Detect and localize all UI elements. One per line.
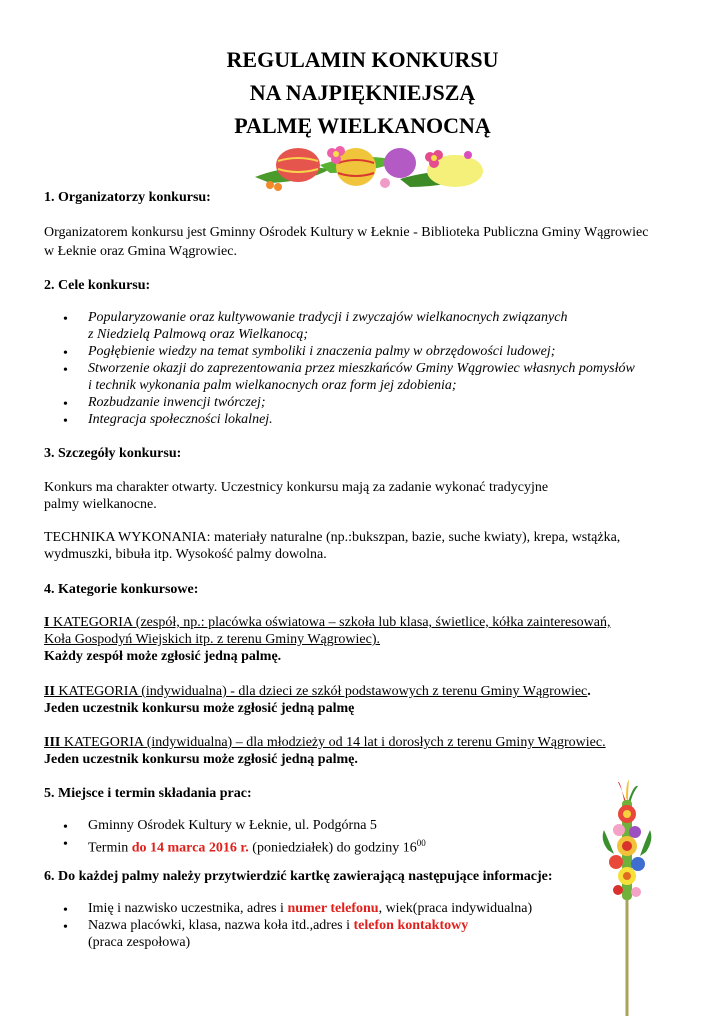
section-3-heading: 3. Szczegóły konkursu: — [44, 446, 182, 461]
goal-2: Pogłębienie wiedzy na temat symboliki i znaczenia palmy w obrzędowości ludowej; — [88, 344, 556, 359]
section-6-heading: 6. Do każdej palmy należy przytwierdzić kartkę zawierającą następujące informacje: — [44, 869, 553, 884]
section-3-text-line-1: Konkurs ma charakter otwarty. Uczestnicy konkursu mają za zadanie wykonać tradycyjne — [44, 480, 549, 495]
bullet-marker: • — [63, 920, 68, 935]
easter-eggs-flowers-illustration — [250, 143, 490, 195]
category-1-line-2: Koła Gospodyń Wiejskich itp. z terenu Gminy Wągrowiec). — [44, 632, 381, 647]
card-info-individual: Imię i nazwisko uczestnika, adres i numer telefonu, wiek(praca indywidualna) — [88, 901, 533, 916]
section-3-technique-line-2: wydmuszki, bibuła itp. Wysokość palmy dowolna. — [44, 547, 327, 562]
section-2-heading: 2. Cele konkursu: — [44, 278, 151, 293]
section-3-text-line-2: palmy wielkanocne. — [44, 497, 157, 512]
card-info-team-line-2: (praca zespołowa) — [88, 935, 191, 950]
goal-3-line-1: Stworzenie okazji do zaprezentowania przez mieszkańców Gminy Wągrowiec własnych pomysłów — [88, 361, 635, 376]
section-1-text-line-2: w Łeknie oraz Gmina Wągrowiec. — [44, 244, 237, 259]
section-1-text-line-1: Organizatorem konkursu jest Gminny Ośrodek Kultury w Łeknie - Biblioteka Publiczna Gminy Wągrowiec — [44, 225, 649, 240]
submission-place: Gminny Ośrodek Kultury w Łeknie, ul. Podgórna 5 — [88, 818, 377, 833]
doc-title-line-3: PALMĘ WIELKANOCNĄ — [234, 113, 491, 138]
bullet-marker: • — [63, 414, 68, 429]
goal-3-line-2: i technik wykonania palm wielkanocnych oraz form jej zdobienia; — [88, 378, 457, 393]
bullet-marker: • — [63, 903, 68, 918]
doc-title-line-2: NA NAJPIĘKNIEJSZĄ — [249, 80, 476, 105]
bullet-marker: • — [63, 837, 68, 852]
submission-deadline: Termin do 14 marca 2016 r. (poniedziałek) do godziny $16^{00}$ — [88, 838, 426, 856]
bullet-marker: • — [63, 312, 68, 327]
section-5-heading: 5. Miejsce i termin składania prac: — [44, 786, 252, 801]
bullet-marker: • — [63, 363, 68, 378]
easter-palm-illustration — [596, 780, 656, 1016]
category-1-line-1: I KATEGORIA (zespół, np.: placówka oświatowa – szkoła lub klasa, świetlice, kółka zainteresowań, — [44, 615, 611, 630]
bullet-marker: • — [63, 820, 68, 835]
section-3-technique-line-1: TECHNIKA WYKONANIA: materiały naturalne (np.:bukszpan, bazie, suche kwiaty), krepa, wstążka, — [44, 530, 621, 545]
doc-title-line-1: REGULAMIN KONKURSU — [226, 47, 499, 72]
section-1-heading: 1. Organizatorzy konkursu: — [44, 190, 211, 205]
goal-4: Rozbudzanie inwencji twórczej; — [88, 395, 266, 410]
category-1-rule: Każdy zespół może zgłosić jedną palmę. — [44, 649, 282, 664]
goal-1-line-2: z Niedzielą Palmową oraz Wielkanocą; — [88, 327, 309, 342]
category-2-rule: Jeden uczestnik konkursu może zgłosić jedną palmę — [44, 701, 355, 716]
category-2-line-1: II KATEGORIA (indywidualna) - dla dzieci ze szkół podstawowych z terenu Gminy Wągrowiec. — [44, 684, 591, 699]
category-3-line-1: III KATEGORIA (indywidualna) – dla młodzieży od 14 lat i dorosłych z terenu Gminy Wągrowiec. — [44, 735, 606, 750]
bullet-marker: • — [63, 397, 68, 412]
goal-5: Integracja społeczności lokalnej. — [88, 412, 273, 427]
section-4-heading: 4. Kategorie konkursowe: — [44, 582, 199, 597]
bullet-marker: • — [63, 346, 68, 361]
goal-1-line-1: Popularyzowanie oraz kultywowanie tradycji i zwyczajów wielkanocnych związanych — [88, 310, 568, 325]
card-info-team-line-1: Nazwa placówki, klasa, nazwa koła itd.,adres i telefon kontaktowy — [88, 918, 469, 933]
category-3-rule: Jeden uczestnik konkursu może zgłosić jedną palmę. — [44, 752, 358, 767]
